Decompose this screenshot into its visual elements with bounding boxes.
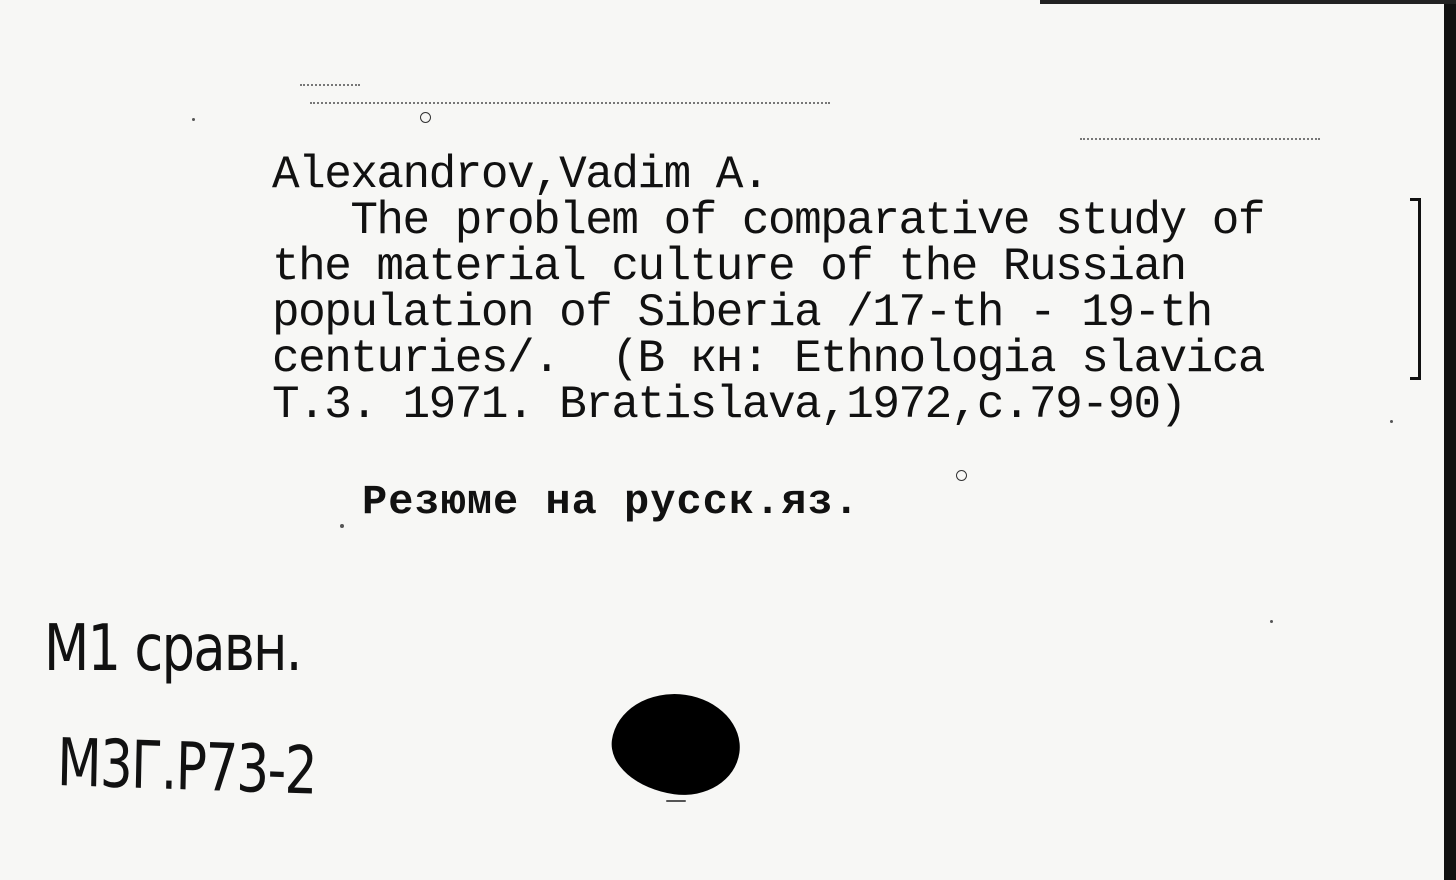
- punch-hole: [606, 686, 747, 803]
- card-top-edge: [1040, 0, 1456, 4]
- card-body-line-5: T.3. 1971. Bratislava,1972,c.79-90): [272, 379, 1186, 431]
- faint-marks-top: [300, 84, 360, 86]
- card-heading: Alexandrov,Vadim A.: [272, 149, 768, 201]
- small-circle-mark: [420, 112, 431, 123]
- faint-marks-right: [1080, 138, 1320, 140]
- card-body-line-1: The problem of comparative study of: [272, 195, 1264, 247]
- handwritten-shelf-line-1: M1 сравн.: [44, 612, 301, 686]
- card-body-line-2: the material culture of the Russian: [272, 241, 1186, 293]
- scan-speck: [1270, 620, 1273, 623]
- card-body-line-3: population of Siberia /17-th - 19-th: [272, 287, 1212, 339]
- card-body-line-4: centuries/. (В кн: Ethnologia slavica: [272, 333, 1264, 385]
- summary-note: Резюме на русск.яз.: [362, 478, 860, 526]
- faint-marks-top-2: [310, 102, 830, 104]
- right-bracket-mark: [1410, 198, 1421, 380]
- handwritten-shelf-line-2: M3Г.Р73-2: [56, 724, 317, 810]
- small-circle-mark-2: [956, 470, 967, 481]
- scan-speck: [1390, 420, 1393, 423]
- scan-speck: [340, 524, 344, 528]
- card-right-edge: [1444, 0, 1456, 880]
- scan-speck: [192, 118, 195, 121]
- scan-speck: [666, 800, 686, 802]
